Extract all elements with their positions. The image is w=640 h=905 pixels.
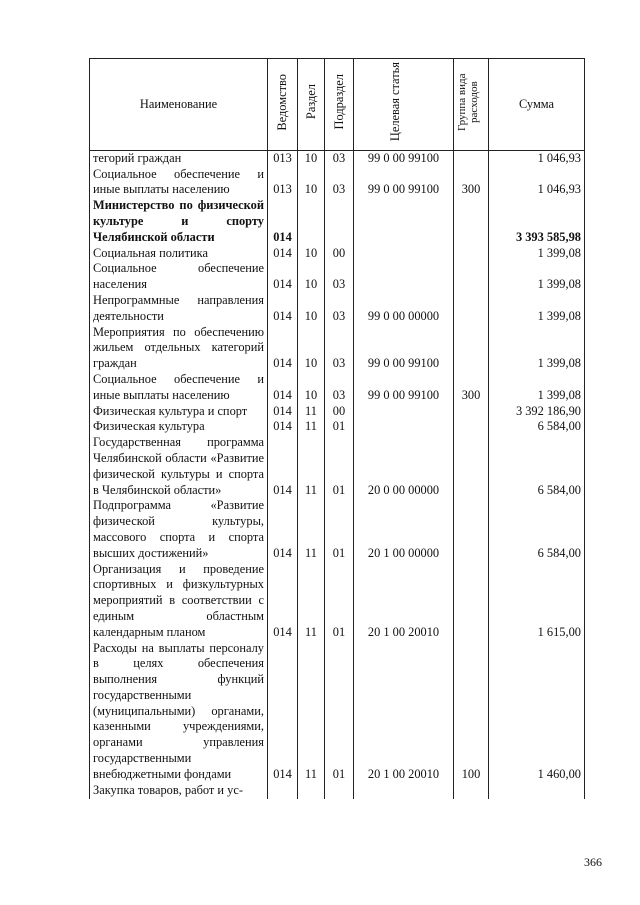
cell-razdel: 11	[298, 562, 325, 641]
cell-target	[354, 783, 454, 799]
table-row	[90, 419, 585, 435]
cell-vedomstvo: 014	[268, 261, 298, 293]
cell-razdel: 10	[298, 325, 325, 372]
cell-target	[354, 198, 454, 245]
table-row	[90, 167, 585, 199]
cell-razdel: 10	[298, 246, 325, 262]
cell-target	[354, 246, 454, 262]
cell-vedomstvo: 014	[268, 198, 298, 245]
cell-name: тегорий граждан	[90, 150, 268, 166]
cell-podrazdel: 03	[325, 261, 354, 293]
cell-vedomstvo: 014	[268, 562, 298, 641]
cell-razdel: 10	[298, 372, 325, 404]
cell-sum: 6 584,00	[489, 419, 585, 435]
cell-name: Социальное обеспечение и иные выплаты населению	[90, 372, 268, 404]
header-name: Наименование	[90, 59, 268, 151]
cell-sum: 1 046,93	[489, 150, 585, 166]
cell-name: Организация и проведение спортивных и физкультурных мероприятий в соответствии с единым областным календарным планом	[90, 562, 268, 641]
cell-razdel	[298, 198, 325, 245]
cell-podrazdel: 00	[325, 246, 354, 262]
cell-target	[354, 404, 454, 420]
cell-group: 300	[454, 167, 489, 199]
cell-sum: 6 584,00	[489, 498, 585, 561]
cell-podrazdel: 01	[325, 641, 354, 783]
cell-podrazdel: 01	[325, 435, 354, 498]
table-row	[90, 198, 585, 245]
cell-vedomstvo: 014	[268, 325, 298, 372]
table-body	[90, 150, 585, 798]
cell-group	[454, 150, 489, 166]
cell-razdel: 10	[298, 293, 325, 325]
cell-group	[454, 293, 489, 325]
cell-group	[454, 325, 489, 372]
table-row	[90, 498, 585, 561]
cell-razdel: 10	[298, 167, 325, 199]
table-row	[90, 150, 585, 166]
cell-name: Расходы на выплаты персоналу в целях обеспечения выполнения функций государственными (муниципальными) органами, казенными учреждениями, органами управления государственными внебюджетными фондами	[90, 641, 268, 783]
cell-group	[454, 198, 489, 245]
cell-razdel: 11	[298, 641, 325, 783]
cell-podrazdel: 01	[325, 562, 354, 641]
table-row	[90, 372, 585, 404]
cell-name: Министерство по физической культуре и спорту Челябинской области	[90, 198, 268, 245]
cell-target: 20 1 00 00000	[354, 498, 454, 561]
header-group: Группа вида расходов	[454, 59, 489, 151]
cell-podrazdel: 00	[325, 404, 354, 420]
cell-group	[454, 562, 489, 641]
cell-podrazdel	[325, 198, 354, 245]
cell-group: 100	[454, 641, 489, 783]
cell-razdel: 10	[298, 261, 325, 293]
cell-razdel: 11	[298, 404, 325, 420]
cell-group	[454, 783, 489, 799]
cell-sum: 1 399,08	[489, 325, 585, 372]
cell-sum: 1 399,08	[489, 246, 585, 262]
table-row	[90, 404, 585, 420]
cell-sum: 1 399,08	[489, 261, 585, 293]
table-row	[90, 246, 585, 262]
cell-podrazdel	[325, 783, 354, 799]
cell-target: 20 0 00 00000	[354, 435, 454, 498]
cell-podrazdel: 03	[325, 372, 354, 404]
cell-vedomstvo: 014	[268, 435, 298, 498]
cell-vedomstvo: 014	[268, 404, 298, 420]
cell-sum: 6 584,00	[489, 435, 585, 498]
table-row	[90, 293, 585, 325]
page-number: 366	[584, 855, 602, 869]
cell-sum	[489, 783, 585, 799]
cell-podrazdel: 03	[325, 167, 354, 199]
cell-name: Социальное обеспечение и иные выплаты населению	[90, 167, 268, 199]
cell-vedomstvo: 013	[268, 150, 298, 166]
cell-vedomstvo: 014	[268, 419, 298, 435]
cell-target: 99 0 00 99100	[354, 325, 454, 372]
cell-vedomstvo: 014	[268, 246, 298, 262]
cell-razdel: 11	[298, 498, 325, 561]
table-header-row	[90, 59, 585, 151]
table-row	[90, 261, 585, 293]
cell-group	[454, 404, 489, 420]
cell-name: Социальное обеспечение населения	[90, 261, 268, 293]
table-row	[90, 325, 585, 372]
cell-name: Подпрограмма «Развитие физической культуры, массового спорта и спорта высших достижений»	[90, 498, 268, 561]
cell-target	[354, 419, 454, 435]
table-row	[90, 562, 585, 641]
cell-podrazdel: 03	[325, 293, 354, 325]
cell-name: Физическая культура и спорт	[90, 404, 268, 420]
cell-vedomstvo: 014	[268, 641, 298, 783]
table-row	[90, 435, 585, 498]
cell-sum: 1 399,08	[489, 372, 585, 404]
cell-vedomstvo: 013	[268, 167, 298, 199]
cell-name: Государственная программа Челябинской области «Развитие физической культуры и спорта в Челябинской области»	[90, 435, 268, 498]
cell-razdel: 11	[298, 419, 325, 435]
cell-vedomstvo: 014	[268, 293, 298, 325]
cell-podrazdel: 01	[325, 498, 354, 561]
cell-target: 20 1 00 20010	[354, 562, 454, 641]
cell-name: Непрограммные направления деятельности	[90, 293, 268, 325]
cell-group	[454, 498, 489, 561]
cell-group	[454, 246, 489, 262]
header-vedomstvo: Ведомство	[268, 59, 298, 151]
cell-razdel	[298, 783, 325, 799]
cell-sum: 3 393 585,98	[489, 198, 585, 245]
cell-target: 99 0 00 99100	[354, 150, 454, 166]
header-razdel: Раздел	[298, 59, 325, 151]
cell-target: 99 0 00 99100	[354, 372, 454, 404]
cell-sum: 1 460,00	[489, 641, 585, 783]
header-target: Целевая статья	[354, 59, 454, 151]
cell-target: 99 0 00 00000	[354, 293, 454, 325]
budget-table	[89, 58, 585, 799]
table-row	[90, 641, 585, 783]
cell-sum: 3 392 186,90	[489, 404, 585, 420]
cell-razdel: 11	[298, 435, 325, 498]
cell-razdel: 10	[298, 150, 325, 166]
cell-podrazdel: 03	[325, 325, 354, 372]
cell-vedomstvo: 014	[268, 372, 298, 404]
cell-vedomstvo	[268, 783, 298, 799]
cell-podrazdel: 01	[325, 419, 354, 435]
cell-podrazdel: 03	[325, 150, 354, 166]
cell-sum: 1 399,08	[489, 293, 585, 325]
cell-name: Физическая культура	[90, 419, 268, 435]
cell-name: Закупка товаров, работ и ус-	[90, 783, 268, 799]
cell-target: 99 0 00 99100	[354, 167, 454, 199]
cell-vedomstvo: 014	[268, 498, 298, 561]
cell-name: Социальная политика	[90, 246, 268, 262]
cell-name: Мероприятия по обеспечению жильем отдельных категорий граждан	[90, 325, 268, 372]
header-sum: Сумма	[489, 59, 585, 151]
cell-group	[454, 261, 489, 293]
cell-group: 300	[454, 372, 489, 404]
header-podrazdel: Подраздел	[325, 59, 354, 151]
cell-group	[454, 419, 489, 435]
cell-target: 20 1 00 20010	[354, 641, 454, 783]
cell-target	[354, 261, 454, 293]
table-row	[90, 783, 585, 799]
cell-group	[454, 435, 489, 498]
cell-sum: 1 615,00	[489, 562, 585, 641]
cell-sum: 1 046,93	[489, 167, 585, 199]
